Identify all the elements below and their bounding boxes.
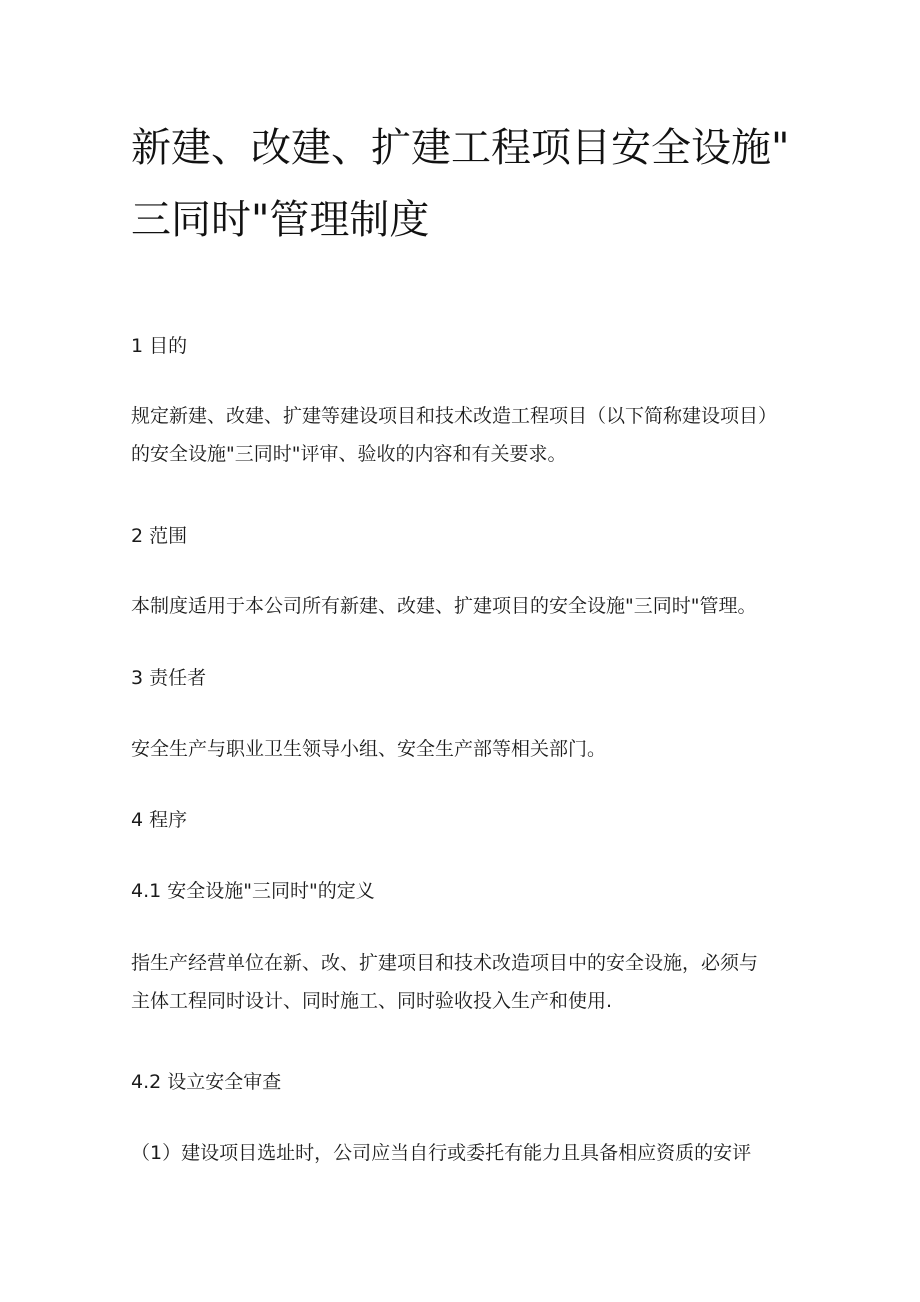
paragraph-line: 规定新建、改建、扩建等建设项目和技术改造工程项目（以下简称建设项目）: [131, 405, 778, 427]
paragraph-scope: [131, 587, 811, 625]
paragraph-line: 指生产经营单位在新、改、扩建项目和技术改造项目中的安全设施，必须与: [131, 952, 759, 974]
section-heading-procedure: 4 程序: [131, 809, 188, 831]
title-line-2: 三同时"管理制度: [131, 197, 430, 243]
document-title: [131, 112, 811, 256]
paragraph-line: 安全生产与职业卫生领导小组、安全生产部等相关部门。: [131, 738, 607, 760]
paragraph-definition: [131, 944, 811, 1020]
paragraph-line: 主体工程同时设计、同时施工、同时验收投入生产和使用.: [131, 990, 613, 1012]
section-heading-scope: 2 范围: [131, 525, 188, 547]
paragraph-responsible: [131, 730, 811, 768]
paragraph-safety-review: [131, 1134, 811, 1172]
paragraph-line: （1）建设项目选址时，公司应当自行或委托有能力且具备相应资质的安评: [131, 1142, 752, 1164]
paragraph-purpose: [131, 397, 811, 473]
section-heading-purpose: 1 目的: [131, 335, 188, 357]
section-heading-safety-review: 4.2 设立安全审查: [131, 1071, 282, 1093]
section-heading-definition: 4.1 安全设施"三同时"的定义: [131, 880, 375, 902]
paragraph-line: 的安全设施"三同时"评审、验收的内容和有关要求。: [131, 443, 567, 465]
title-line-1: 新建、改建、扩建工程项目安全设施": [131, 125, 790, 171]
paragraph-line: 本制度适用于本公司所有新建、改建、扩建项目的安全设施"三同时"管理。: [131, 595, 757, 617]
section-heading-responsible: 3 责任者: [131, 667, 207, 689]
